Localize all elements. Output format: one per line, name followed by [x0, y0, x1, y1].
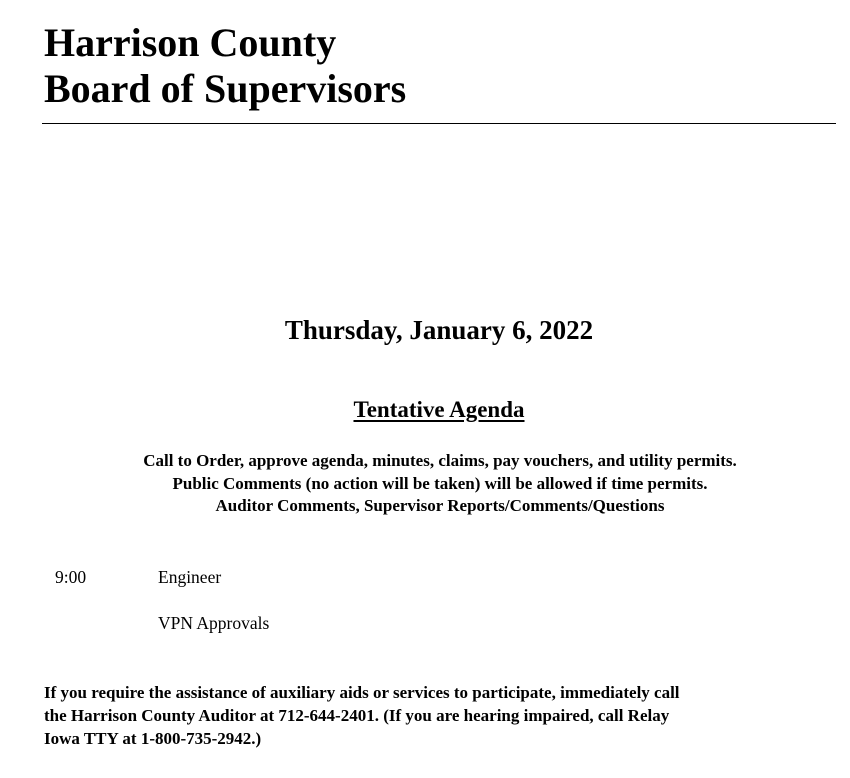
header-board-name: Board of Supervisors — [44, 66, 407, 111]
agenda-time: 9:00 — [55, 567, 87, 587]
agenda-title: Tentative Agenda — [353, 397, 525, 422]
preamble-line: Call to Order, approve agenda, minutes, claims, pay vouchers, and utility permits. — [143, 451, 737, 470]
meeting-date: Thursday, January 6, 2022 — [284, 315, 594, 345]
document-header — [44, 20, 406, 112]
notice-line: the Harrison County Auditor at 712-644-2401. (If you are hearing impaired, call Relay — [44, 706, 670, 725]
header-county-name: Harrison County — [44, 20, 337, 65]
agenda-preamble — [0, 450, 850, 518]
preamble-line: Auditor Comments, Supervisor Reports/Comments/Questions — [215, 496, 665, 515]
preamble-line: Public Comments (no action will be taken) will be allowed if time permits. — [172, 473, 708, 493]
agenda-item: Engineer — [158, 567, 222, 587]
accessibility-notice — [44, 681, 680, 750]
notice-line: Iowa TTY at 1-800-735-2942.) — [44, 729, 262, 748]
header-divider — [42, 123, 836, 124]
notice-line: If you require the assistance of auxiliary aids or services to participate, immediately call — [44, 683, 680, 702]
agenda-item: VPN Approvals — [158, 613, 270, 633]
